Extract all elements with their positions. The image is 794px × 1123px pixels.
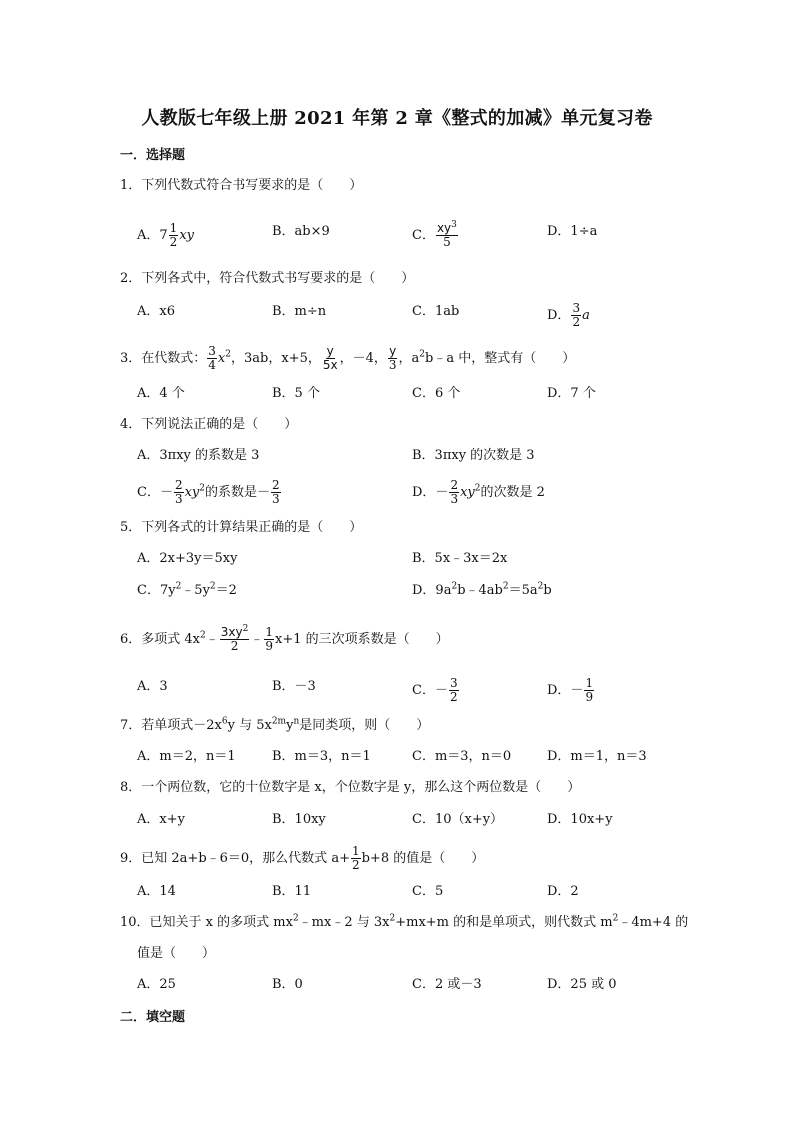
- q2-option-b: B．m÷n: [272, 304, 327, 319]
- section-heading-choice: 一．选择题: [120, 148, 186, 163]
- q10-option-a: A．25: [137, 977, 176, 992]
- q7-option-b: B．m＝3，n＝1: [272, 749, 371, 764]
- q2-option-c: C．1ab: [412, 304, 460, 319]
- q5-option-a: A．2x+3y＝5xy: [137, 551, 238, 566]
- q1-option-d: D．1÷a: [547, 224, 598, 239]
- question-2-stem: 2．下列各式中，符合代数式书写要求的是（ ）: [120, 271, 415, 286]
- question-1-stem: 1．下列代数式符合书写要求的是（ ）: [120, 178, 363, 193]
- q10-option-d: D．25 或 0: [547, 977, 617, 992]
- q7-option-a: A．m＝2，n＝1: [137, 749, 236, 764]
- q4-option-c: C．－ $\frac{2}{3}$ $xy^2$的系数是－ $\frac{2}{3}$: [137, 478, 280, 506]
- q3-option-d: D．7 个: [547, 386, 596, 401]
- q8-option-c: C．10（x+y）: [412, 812, 504, 827]
- q4-option-d: D．－ $\frac{2}{3}$ $xy^2$的次数是 2: [412, 478, 545, 506]
- q8-option-a: A．x+y: [137, 812, 185, 827]
- q2-option-a: A．x6: [137, 304, 175, 319]
- q3-option-c: C．6 个: [412, 386, 461, 401]
- q9-option-a: A．14: [137, 884, 176, 899]
- q1-option-a: A．7 $\frac{1}{2}$ xy: [137, 221, 194, 249]
- q6-option-c: C．－ $\frac{3}{2}$: [412, 676, 458, 704]
- q9-option-c: C．5: [412, 884, 444, 899]
- q10-option-c: C．2 或－3: [412, 977, 482, 992]
- question-9-stem: 9．已知 2a+b﹣6＝0，那么代数式 a+ $\frac{1}{2}$ b+8 的值是（ ）: [120, 844, 485, 872]
- q4-option-a: A．3πxy 的系数是 3: [137, 448, 260, 463]
- question-5-stem: 5．下列各式的计算结果正确的是（ ）: [120, 520, 363, 535]
- section-heading-fill-in: 二．填空题: [120, 1010, 186, 1025]
- question-8-stem: 8．一个两位数，它的十位数字是 x，个位数字是 y，那么这个两位数是（ ）: [120, 780, 581, 795]
- question-10-stem-continued: 值是（ ）: [137, 946, 216, 961]
- q3-option-b: B．5 个: [272, 386, 320, 401]
- q7-option-c: C．m＝3，n＝0: [412, 749, 512, 764]
- question-4-stem: 4．下列说法正确的是（ ）: [120, 417, 298, 432]
- q5-option-d: D．$9a^2b﹣4ab^2=5a^2b$: [412, 581, 552, 598]
- q10-option-b: B．0: [272, 977, 303, 992]
- q6-option-a: A．3: [137, 679, 168, 694]
- q1-option-c: C． $\frac{xy^3}{5}$: [412, 220, 457, 249]
- question-3-stem: 3．在代数式： $\frac{3}{4}$ $x^2$，3ab，x+5， $\frac{y}{5x}$ ，－4， $\frac{y}{3}$ ，$a^2b﹣a$ 中，整式有（ ）: [120, 344, 576, 372]
- question-10-stem: 10．已知关于 x 的多项式 $mx^2﹣mx﹣2$ 与 $3x^2+mx+m$ 的和是单项式，则代数式 $m^2﹣4m+4$ 的: [120, 913, 689, 930]
- q9-option-d: D．2: [547, 884, 579, 899]
- q6-option-d: D．－ $\frac{1}{9}$: [547, 676, 594, 704]
- question-7-stem: 7．若单项式$-2x^6y$ 与 $5x^{2m}y^n$是同类项，则（ ）: [120, 716, 430, 733]
- q5-option-c: C．$7y^2﹣5y^2=2$: [137, 581, 237, 598]
- q2-option-d: D． $\frac{3}{2}$ a: [547, 301, 590, 329]
- q3-option-a: A．4 个: [137, 386, 185, 401]
- q7-option-d: D．m＝1，n＝3: [547, 749, 647, 764]
- q5-option-b: B．5x﹣3x＝2x: [412, 551, 508, 566]
- q1-option-b: B．ab×9: [272, 224, 330, 239]
- question-6-stem: 6．多项式 $4x^2﹣$ $\frac{3xy^2}{2}$ ﹣ $\frac{1}{9}$ x+1 的三次项系数是（ ）: [120, 624, 449, 653]
- q8-option-d: D．10x+y: [547, 812, 613, 827]
- q4-option-b: B．3πxy 的次数是 3: [412, 448, 535, 463]
- q9-option-b: B．11: [272, 884, 312, 899]
- document-title: 人教版七年级上册 2021 年第 2 章《整式的加减》单元复习卷: [141, 108, 653, 129]
- q8-option-b: B．10xy: [272, 812, 326, 827]
- q6-option-b: B．－3: [272, 679, 316, 694]
